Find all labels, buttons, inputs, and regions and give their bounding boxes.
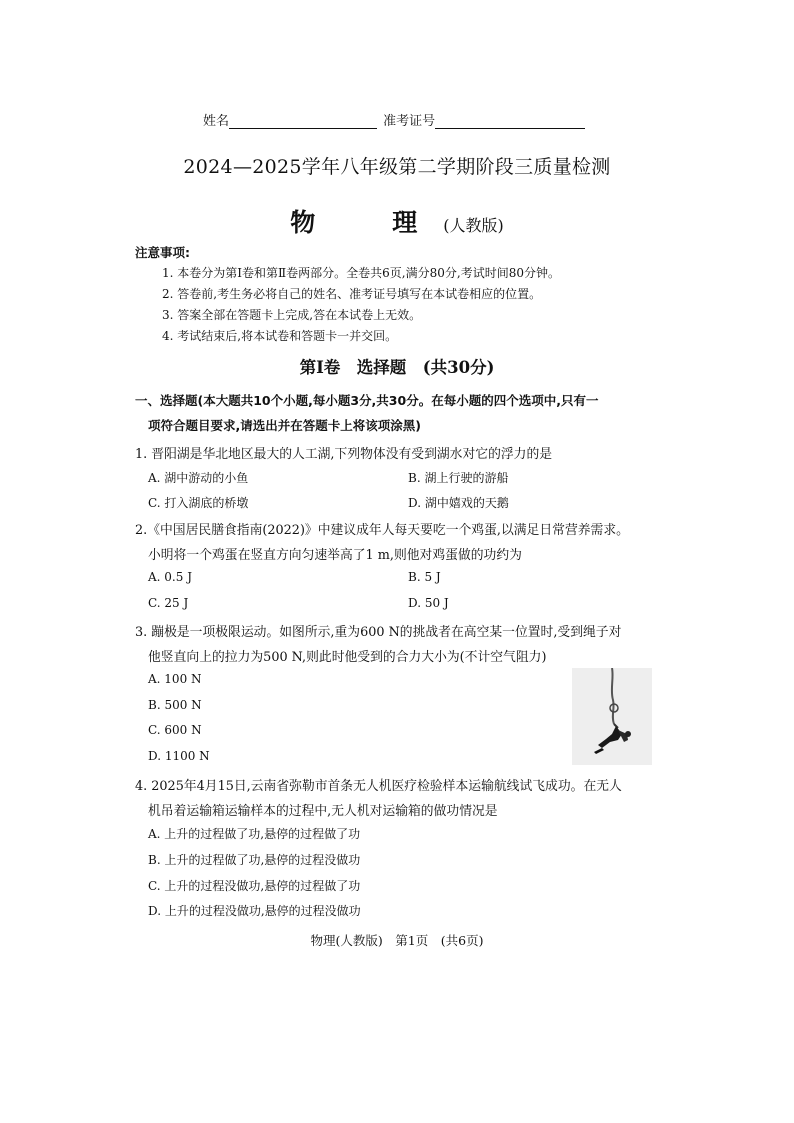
q1-option-d: D. 湖中嬉戏的天鹅 <box>408 496 509 510</box>
subject-title <box>0 203 794 239</box>
question-4: 4. 2025年4月15日,云南省弥勒市首条无人机医疗检验样本运输航线试飞成功。在无人 <box>135 779 622 794</box>
page-footer: 物理(人教版) 第1页 (共6页) <box>310 933 484 948</box>
question-3: 3. 蹦极是一项极限运动。如图所示,重为600 N的挑战者在高空某一位置时,受到绳子对 <box>135 625 622 640</box>
q4-option-c: C. 上升的过程没做功,悬停的过程做了功 <box>148 879 361 893</box>
notice-item: 3. 答案全部在答题卡上完成,答在本试卷上无效。 <box>162 308 422 322</box>
notice-item: 4. 考试结束后,将本试卷和答题卡一并交回。 <box>162 329 398 343</box>
question-2: 2.《中国居民膳食指南(2022)》中建议成年人每天要吃一个鸡蛋,以满足日常营养需求。 <box>135 523 629 538</box>
q2-option-d: D. 50 J <box>408 596 449 610</box>
section-intro: 一、选择题(本大题共10个小题,每小题3分,共30分。在每小题的四个选项中,只有一 <box>135 393 599 408</box>
question-2-cont: 小明将一个鸡蛋在竖直方向匀速举高了1 m,则他对鸡蛋做的功约为 <box>148 548 522 563</box>
notice-heading: 注意事项: <box>135 245 190 260</box>
notice-item: 1. 本卷分为第Ⅰ卷和第Ⅱ卷两部分。全卷共6页,满分80分,考试时间80分钟。 <box>162 266 560 280</box>
candidate-info-line <box>203 110 585 129</box>
q2-option-a: A. 0.5 J <box>148 570 193 584</box>
name-label: 姓名 <box>203 114 230 129</box>
q3-option-b: B. 500 N <box>148 698 202 712</box>
bungee-jump-photo <box>572 668 652 765</box>
exam-id-blank[interactable] <box>435 113 585 129</box>
exam-id-label: 准考证号 <box>383 114 436 129</box>
question-4-cont: 机吊着运输箱运输样本的过程中,无人机对运输箱的做功情况是 <box>148 804 498 819</box>
exam-title: 2024—2025学年八年级第二学期阶段三质量检测 <box>183 156 611 178</box>
q1-option-a: A. 湖中游动的小鱼 <box>148 471 249 485</box>
section-title: 第Ⅰ卷 选择题 (共30分) <box>299 358 495 377</box>
question-1: 1. 晋阳湖是华北地区最大的人工湖,下列物体没有受到湖水对它的浮力的是 <box>135 447 553 462</box>
q4-option-a: A. 上升的过程做了功,悬停的过程做了功 <box>148 827 361 841</box>
q1-option-b: B. 湖上行驶的游船 <box>408 471 509 485</box>
question-3-cont: 他竖直向上的拉力为500 N,则此时他受到的合力大小为(不计空气阻力) <box>148 650 547 665</box>
subject-edition: (人教版) <box>443 216 504 235</box>
subject-name: 物 理 <box>290 208 444 237</box>
q2-option-c: C. 25 J <box>148 596 189 610</box>
q3-option-d: D. 1100 N <box>148 749 210 763</box>
name-blank[interactable] <box>229 113 377 129</box>
q1-option-c: C. 打入湖底的桥墩 <box>148 496 249 510</box>
section-intro-cont: 项符合题目要求,请选出并在答题卡上将该项涂黑) <box>148 418 421 433</box>
q3-option-a: A. 100 N <box>148 672 202 686</box>
q4-option-b: B. 上升的过程做了功,悬停的过程没做功 <box>148 853 361 867</box>
bungee-jumper-image <box>572 668 652 765</box>
q2-option-b: B. 5 J <box>408 570 441 584</box>
q3-option-c: C. 600 N <box>148 723 202 737</box>
q4-option-d: D. 上升的过程没做功,悬停的过程没做功 <box>148 904 361 918</box>
notice-item: 2. 答卷前,考生务必将自己的姓名、准考证号填写在本试卷相应的位置。 <box>162 287 542 301</box>
